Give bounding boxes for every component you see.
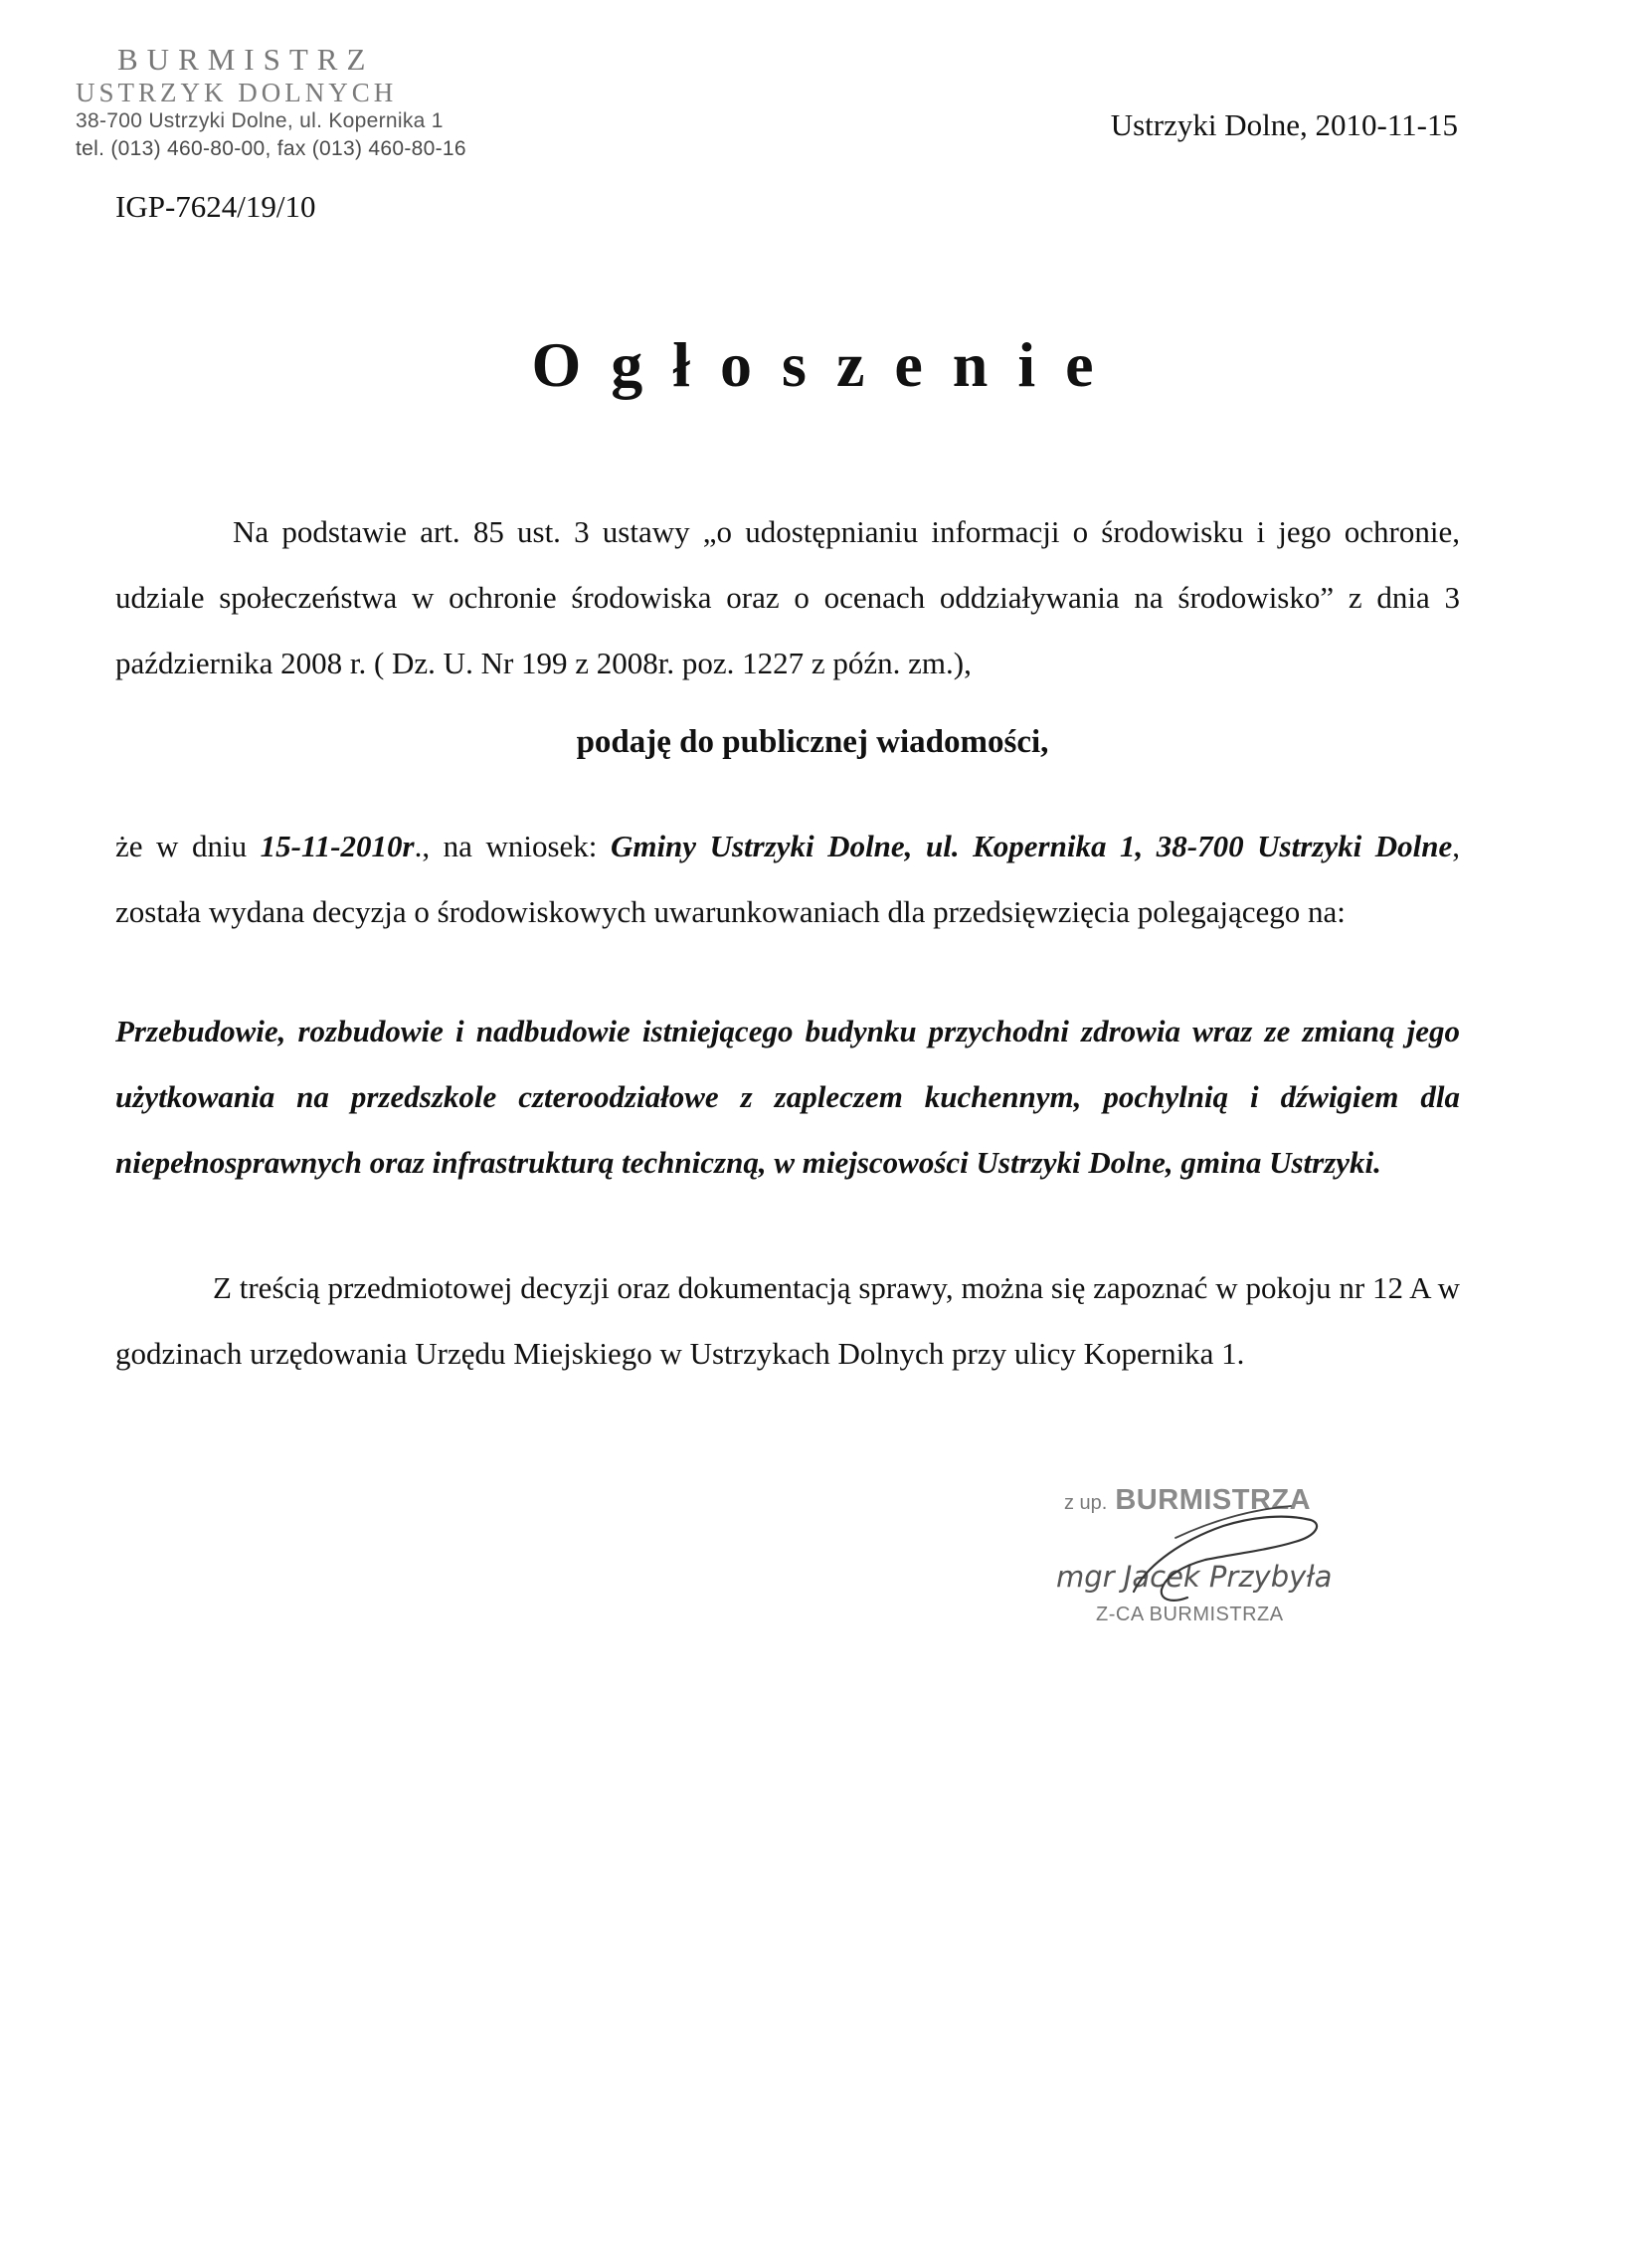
applicant: Gminy Ustrzyki Dolne, ul. Kopernika 1, 38-700 Ustrzyki Dolne (610, 829, 1453, 863)
signatory-name: mgr Jacek Przybyła (1056, 1560, 1333, 1594)
letterhead-phone: tel. (013) 460-80-00, fax (013) 460-80-16 (76, 137, 466, 160)
project-description: Przebudowie, rozbudowie i nadbudowie istniejącego budynku przychodni zdrowia wraz ze zmianą jego użytkowania na przedszkole czteroodziałowe z zapleczem kuchennym, pochylnią i dźwigiem dla niepełnosprawnych oraz infrastrukturą techniczną, w miejscowości Ustrzyki Dolne, gmina Ustrzyki. (115, 1014, 1460, 1180)
signature-authority (1064, 1484, 1311, 1517)
decision-paragraph (115, 814, 1460, 945)
letterhead-address: 38-700 Ustrzyki Dolne, ul. Kopernika 1 (76, 109, 444, 132)
document-heading: Ogłoszenie (531, 329, 1124, 400)
announcement-line: podaję do publicznej wiadomości, (576, 724, 1049, 760)
signatory-role: Z-CA BURMISTRZA (1096, 1604, 1284, 1625)
decision-rest: , została wydana decyzja o środowiskowych uwarunkowaniach dla przedsięwzięcia polegającego na: (115, 829, 1460, 929)
signature-title: BURMISTRZA (1115, 1484, 1312, 1516)
signature-stamp (1056, 1480, 1384, 1649)
signature-prefix: z up. (1064, 1492, 1108, 1514)
letterhead-title: BURMISTRZ (117, 42, 375, 77)
document-date: Ustrzyki Dolne, 2010-11-15 (1110, 107, 1458, 142)
decision-after-date: ., na wniosek: (414, 829, 611, 863)
letterhead-town: USTRZYK DOLNYCH (76, 78, 398, 107)
access-info-paragraph: Z treścią przedmiotowej decyzji oraz dokumentacją sprawy, można się zapoznać w pokoju nr 12 A w godzinach urzędowania Urzędu Miejskiego w Ustrzykach Dolnych przy ulicy Kopernika 1. (115, 1270, 1460, 1371)
reference-number: IGP-7624/19/10 (115, 189, 316, 224)
legal-basis-paragraph: Na podstawie art. 85 ust. 3 ustawy „o udostępnianiu informacji o środowisku i jego ochronie, udziale społeczeństwa w ochronie środowiska oraz o ocenach oddziaływania na środowisko” z dnia 3 października 2008 r. ( Dz. U. Nr 199 z 2008r. poz. 1227 z późn. zm.), (115, 514, 1460, 680)
decision-date: 15-11-2010r (260, 829, 415, 863)
decision-intro: że w dniu (115, 829, 261, 863)
letterhead-stamp (76, 42, 473, 163)
